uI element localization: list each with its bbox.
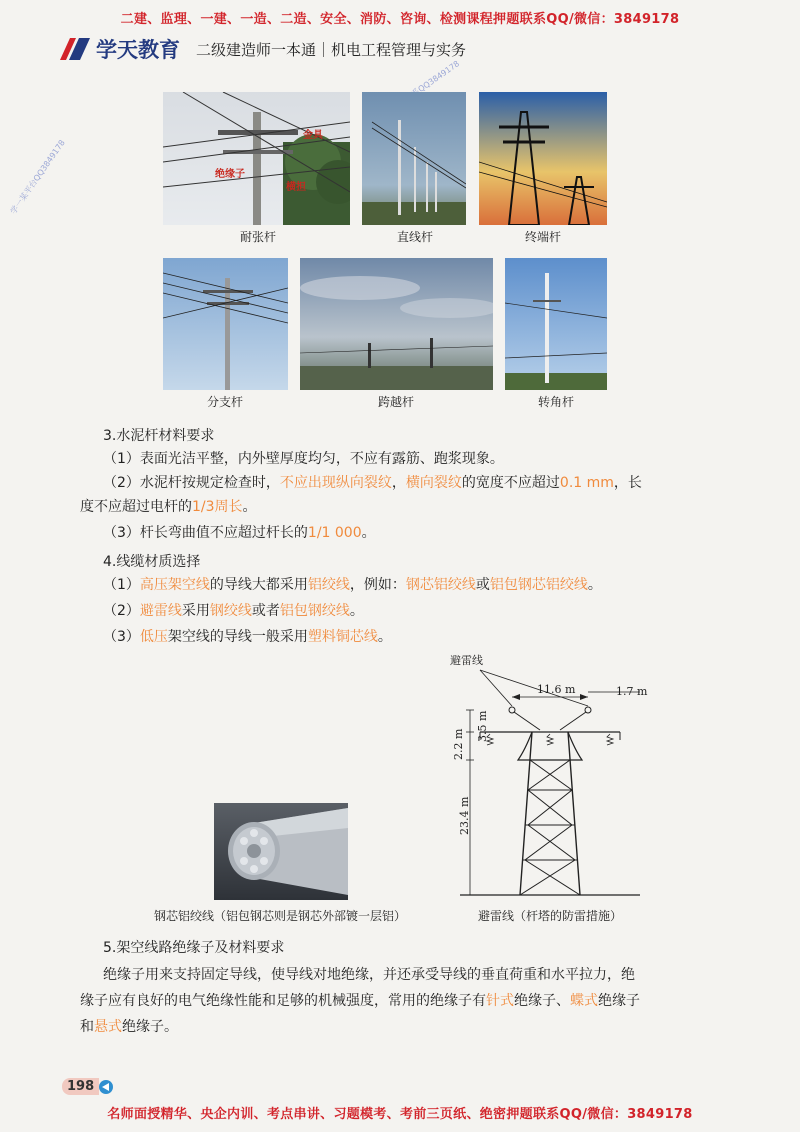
tower-diagram bbox=[440, 650, 660, 910]
photo-corner-pole bbox=[505, 258, 607, 390]
dim-23-4m: 23.4 m bbox=[458, 796, 471, 835]
caption-tower: 避雷线（杆塔的防雷措施） bbox=[477, 909, 622, 923]
dim-1-7m: 1.7 m bbox=[616, 685, 648, 698]
section4-title: 4.线缆材质选择 bbox=[103, 554, 201, 570]
section3-item1: （1）表面光洁平整，内外壁厚度均匀，不应有露筋、跑浆现象。 bbox=[103, 451, 504, 467]
caption-acsr-cable: 钢芯铝绞线（铝包钢芯则是钢芯外部镀一层铝） bbox=[153, 909, 406, 923]
section4-item3: （3）低压架空线的导线一般采用塑料铜芯线。 bbox=[103, 629, 392, 645]
label-insulator: 绝缘子 bbox=[215, 169, 245, 180]
brand-logo-icon bbox=[60, 38, 90, 60]
label-fitting: 金具 bbox=[303, 130, 323, 141]
caption-terminal-pole: 终端杆 bbox=[524, 230, 561, 244]
section3-title: 3.水泥杆材料要求 bbox=[103, 428, 215, 444]
caption-corner-pole: 转角杆 bbox=[537, 395, 574, 409]
book-subtitle: 二级建造师一本通｜机电工程管理与实务 bbox=[196, 40, 467, 59]
top-ad-banner: 二建、监理、一建、一造、二造、安全、消防、咨询、检测课程押题联系QQ/微信：3849178 bbox=[120, 12, 680, 27]
photo-acsr-cable bbox=[214, 803, 348, 900]
section5-line3: 和悬式绝缘子。 bbox=[80, 1019, 178, 1035]
brand-name: 学天教育 bbox=[96, 38, 180, 62]
page-number-value: 198 bbox=[62, 1078, 99, 1095]
caption-straight-pole: 直线杆 bbox=[396, 230, 433, 244]
caption-branch-pole: 分支杆 bbox=[206, 395, 243, 409]
dim-3-5m: 3.5 m bbox=[476, 710, 489, 742]
section5-title: 5.架空线路绝缘子及材料要求 bbox=[103, 940, 285, 956]
caption-tension-pole: 耐张杆 bbox=[239, 230, 276, 244]
side-watermark: 学一某平台QQ3849178 bbox=[8, 138, 67, 216]
section4-item1: （1）高压架空线的导线大都采用铝绞线，例如：钢芯铝绞线或铝包钢芯铝绞线。 bbox=[103, 577, 602, 593]
page-arrow-icon bbox=[99, 1080, 113, 1094]
dim-11-6m: 11.6 m bbox=[537, 683, 576, 696]
section5-line2: 缘子应有良好的电气绝缘性能和足够的机械强度，常用的绝缘子有针式绝缘子、蝶式绝缘子 bbox=[80, 993, 640, 1009]
photo-straight-pole bbox=[362, 92, 466, 225]
page-header bbox=[60, 34, 466, 64]
photo-tension-pole bbox=[163, 92, 350, 225]
tower-label-ground-wire: 避雷线 bbox=[450, 654, 483, 667]
section5-line1: 绝缘子用来支持固定导线，使导线对地绝缘，并还承受导线的垂直荷重和水平拉力，绝 bbox=[103, 967, 635, 983]
photo-crossing-pole bbox=[300, 258, 493, 390]
bottom-ad-banner: 名师面授精华、央企内训、考点串讲、习题模考、考前三页纸、绝密押题联系QQ/微信：3849178 bbox=[107, 1107, 693, 1122]
page-number bbox=[62, 1078, 113, 1095]
dim-2-2m: 2.2 m bbox=[452, 728, 465, 760]
section3-item2-line1: （2）水泥杆按规定检查时，不应出现纵向裂纹，横向裂纹的宽度不应超过0.1 mm，长 bbox=[103, 475, 642, 491]
photo-terminal-pole bbox=[479, 92, 607, 225]
section4-item2: （2）避雷线采用钢绞线或者铝包钢绞线。 bbox=[103, 603, 364, 619]
label-crossarm: 横担 bbox=[286, 182, 306, 193]
section3-item3: （3）杆长弯曲值不应超过杆长的1/1 000。 bbox=[103, 525, 376, 541]
photo-branch-pole bbox=[163, 258, 288, 390]
section3-item2-line2: 度不应超过电杆的1/3周长。 bbox=[80, 499, 257, 515]
caption-crossing-pole: 跨越杆 bbox=[377, 395, 414, 409]
